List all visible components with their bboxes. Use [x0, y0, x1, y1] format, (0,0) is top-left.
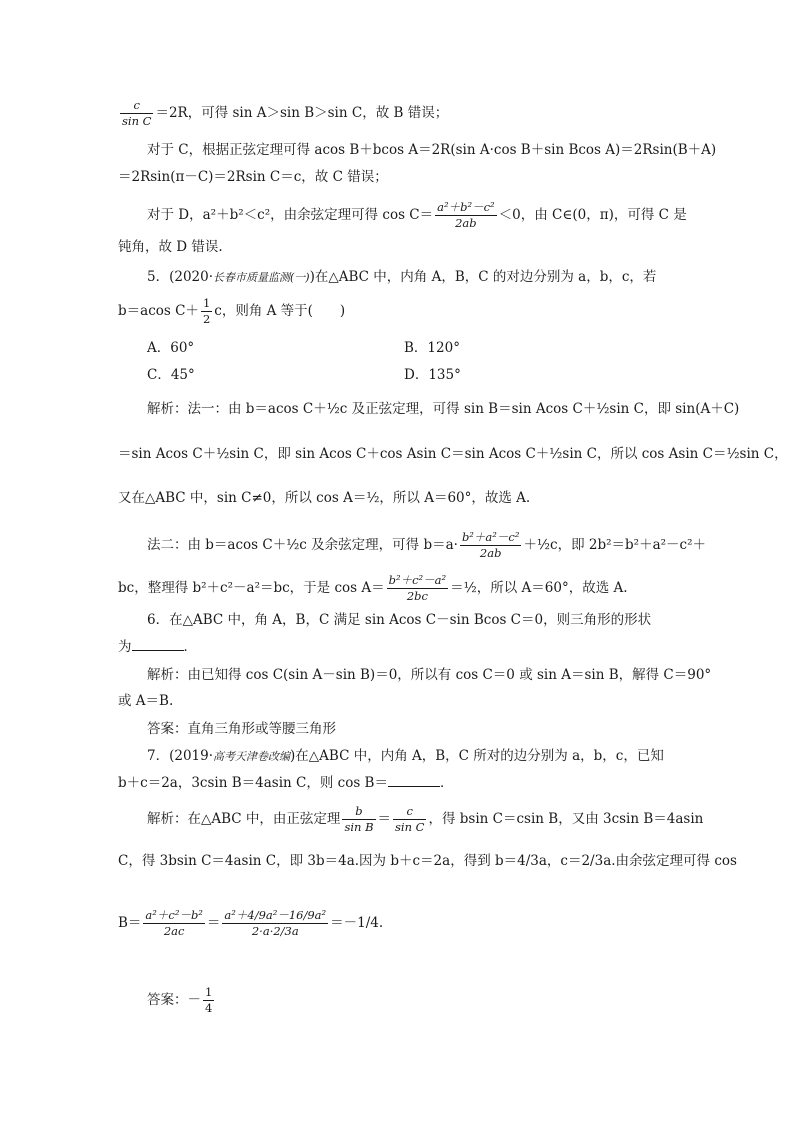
solution-line: 又在△ABC 中，sin C≠0，所以 cos A＝½，所以 A＝60°，故选 A.: [118, 490, 531, 506]
solution-line: C，得 3bsin C＝4asin C，即 3b＝4a.因为 b＋c＝2a，得到 b＝4/3a，c＝2/3a.由余弦定理可得 cos: [118, 853, 737, 869]
solution-line: 解析：由已知得 cos C(sin A－sin B)＝0，所以有 cos C＝0 或 sin A＝sin B，解得 C＝90°: [147, 667, 712, 683]
fraction: [393, 804, 426, 835]
denominator: 2·a·2/3a: [251, 924, 299, 938]
denominator: sin B: [344, 820, 374, 834]
text: bc，整理得 b²＋c²－a²＝bc，于是 cos A＝: [118, 580, 385, 596]
text: 法二：由 b＝acos C＋½c 及余弦定理，可得 b＝a·: [147, 537, 458, 553]
text: ＜0，由 C∈(0，π)，可得 C 是: [498, 207, 687, 223]
denominator: 4: [205, 1001, 213, 1015]
text: )在△ABC 中，内角 A，B，C 的对边分别为 a，b，c，若: [309, 269, 657, 285]
text-line: [147, 200, 687, 231]
text: 答案：－: [147, 992, 201, 1008]
solution-line: ＝sin Acos C＋½sin C，即 sin Acos C＋cos Asin C＝sin Acos C＋½sin C，所以 cos Asin C＝½sin C，: [118, 446, 788, 462]
source-label: 长春市质量监测(一): [213, 271, 310, 284]
question-5-stem: [147, 268, 656, 287]
solution-line: 或 A＝B.: [118, 693, 174, 709]
numerator: 1: [202, 296, 211, 310]
answer-blank: [388, 774, 440, 787]
text: ，得 bsin C＝csin B，又由 3csin B＝4asin: [428, 811, 704, 827]
text: ．: [183, 639, 197, 655]
denominator: 2ab: [479, 546, 502, 560]
denominator: 2: [202, 312, 211, 326]
solution-line: B＝ $\frac{\text{a²＋c²－b²}}{2ac}$ ＝ $\frac{\text{a²＋4/9a²－16/9a²}}{2\cdot a\cdot 2/3a}$ ＝－1/4.: [118, 908, 384, 938]
option-d: D．135°: [404, 367, 461, 383]
denominator: sin C: [395, 820, 425, 834]
text: 为: [118, 639, 132, 655]
solution-line: [118, 573, 628, 604]
numerator: a²＋c²－b²: [145, 908, 203, 922]
text-line: [118, 98, 448, 129]
text: B＝: [118, 915, 142, 931]
numerator: b²＋a²－c²: [461, 530, 520, 544]
question-7-stem: [147, 747, 664, 766]
fraction: [460, 530, 522, 561]
answer-line: 答案：直角三角形或等腰三角形: [147, 721, 336, 737]
numerator: c: [120, 98, 153, 114]
text: ＝2R，可得 sin A＞sin B＞sin C，故 B 错误；: [155, 105, 449, 121]
denominator: 2ac: [163, 924, 185, 938]
denominator: sin C: [122, 114, 152, 128]
text: ＝－1/4.: [330, 915, 384, 931]
fraction: [435, 200, 497, 231]
numerator: b: [342, 804, 375, 820]
text-line: ＝2Rsin(π－C)＝2Rsin C＝c，故 C 错误；: [118, 169, 388, 185]
numerator: c: [393, 804, 426, 820]
numerator: a²＋4/9a²－16/9a²: [224, 908, 327, 922]
denominator: 2bc: [406, 589, 428, 603]
answer-blank: [132, 638, 184, 651]
text: b＋c＝2a，3csin B＝4asin C，则 cos B＝: [118, 775, 388, 791]
fraction: [120, 98, 153, 129]
text: ＝½，所以 A＝60°，故选 A.: [450, 580, 628, 596]
fraction: [143, 908, 205, 939]
text-line: 对于 C，根据正弦定理可得 acos B＋bcos A＝2R(sin A·cos B＋sin Bcos A)＝2Rsin(B＋A): [147, 142, 717, 158]
text: b＝acos C＋: [118, 303, 199, 319]
question-7-stem: [118, 774, 453, 792]
option-b: B．120°: [404, 340, 460, 356]
question-5-stem: [118, 296, 345, 327]
text: ＋½c，即 2b²＝b²＋a²－c²＋: [523, 537, 707, 553]
source-label: 高考天津卷改编: [213, 750, 291, 763]
text: 5．(2020·: [147, 269, 214, 285]
text: )在△ABC 中，内角 A，B，C 所对的边分别为 a，b，c，已知: [290, 748, 664, 764]
fraction: [201, 296, 212, 327]
fraction: [342, 804, 375, 835]
text: ．: [439, 775, 454, 791]
text: c，则角 A 等于( ): [214, 303, 346, 319]
solution-line: 解析：在△ABC 中，由正弦定理 $\frac{b}{\text{sin B}}$ ＝ $\frac{c}{\text{sin C}}$ ，得 bsin C＝csin B，又由 3csin B＝4asin: [147, 804, 704, 834]
fraction: [222, 908, 328, 939]
question-6-stem: 6．在△ABC 中，角 A，B，C 满足 sin Acos C－sin Bcos C＝0，则三角形的形状: [147, 612, 652, 628]
solution-line: [147, 530, 706, 561]
numerator: a²＋b²－c²: [437, 200, 495, 214]
answer-line: [147, 985, 216, 1016]
text: 对于 D，a²＋b²＜c²，由余弦定理可得 cos C＝: [147, 207, 434, 223]
text: 解析：在△ABC 中，由正弦定理: [147, 811, 341, 827]
question-6-stem: [118, 638, 197, 656]
numerator: b²＋c²－a²: [388, 573, 447, 587]
text: 7．(2019·: [147, 748, 214, 764]
numerator: 1: [205, 985, 213, 999]
text-line: 钝角，故 D 错误.: [118, 239, 223, 255]
fraction: [203, 985, 214, 1016]
option-c: C．45°: [147, 367, 195, 383]
fraction: [387, 573, 449, 604]
option-a: A．60°: [147, 340, 195, 356]
denominator: 2ab: [455, 216, 477, 230]
solution-line: 解析：法一：由 b＝acos C＋½c 及正弦定理，可得 sin B＝sin Acos C＋½sin C，即 sin(A＋C): [147, 401, 740, 417]
